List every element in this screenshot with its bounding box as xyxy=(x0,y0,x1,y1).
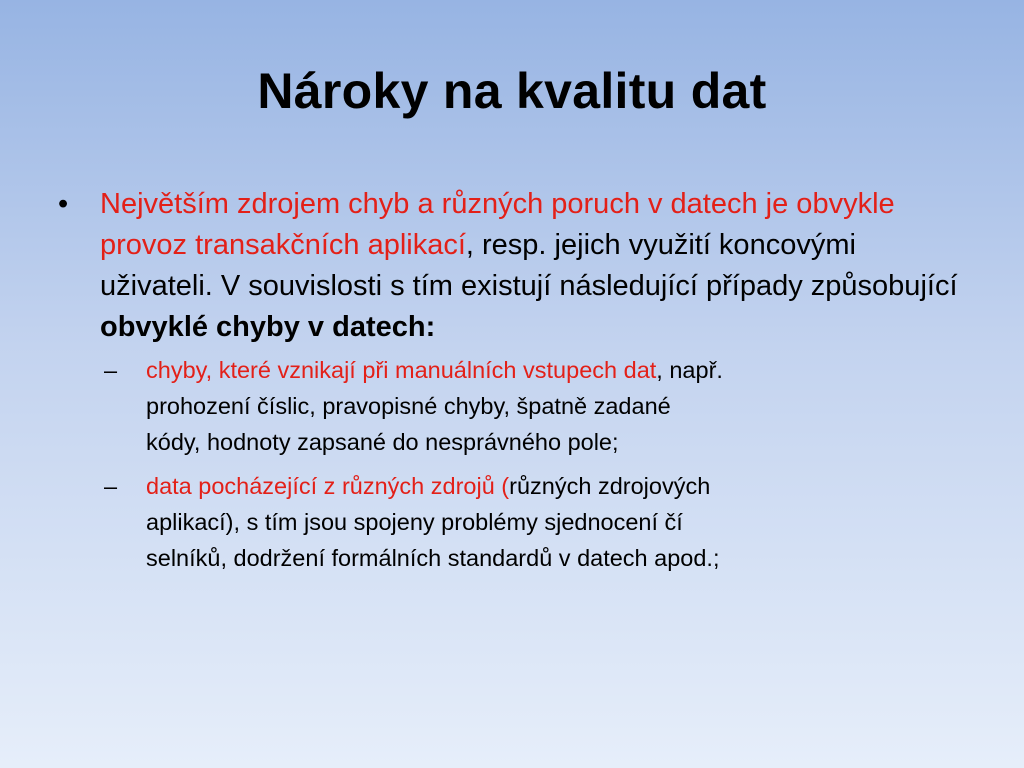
point-highlight-text: Největším zdrojem chyb a různých poruch v datech je obvykle provoz transakčních aplikací xyxy=(100,188,895,261)
sub-point-text: kódy, hodnoty zapsané do nesprávného pole; xyxy=(146,429,619,455)
sub-point-various-sources xyxy=(104,468,958,576)
point-text: , resp. jejich využití koncovými uživateli. V souvislosti s tím existují následující případy způsobující xyxy=(100,229,958,302)
slide-title: Nároky na kvalitu dat xyxy=(257,63,767,119)
sub-point-text: selníků, dodržení formálních standardů v datech apod.; xyxy=(146,545,720,571)
sub-point-text: různých zdrojových xyxy=(509,473,711,499)
point-bold-text: obvyklé chyby v datech: xyxy=(100,311,436,343)
sub-point-text: prohození číslic, pravopisné chyby, špatně zadané xyxy=(146,393,671,419)
sub-point-text: , např. xyxy=(656,357,723,383)
sub-point-highlight-text: chyby, které vznikají při manuálních vstupech dat xyxy=(146,357,657,383)
sub-point-manual-input xyxy=(104,352,958,460)
sub-point-highlight-text: data pocházející z různých zdrojů ( xyxy=(146,473,510,499)
bullet-point xyxy=(58,184,958,348)
dash-icon: – xyxy=(104,357,118,383)
dash-icon: – xyxy=(104,473,118,499)
bullet-icon: • xyxy=(58,188,69,220)
sub-point-text: aplikací), s tím jsou spojeny problémy sjednocení čí xyxy=(146,509,683,535)
slide-body xyxy=(58,184,958,576)
